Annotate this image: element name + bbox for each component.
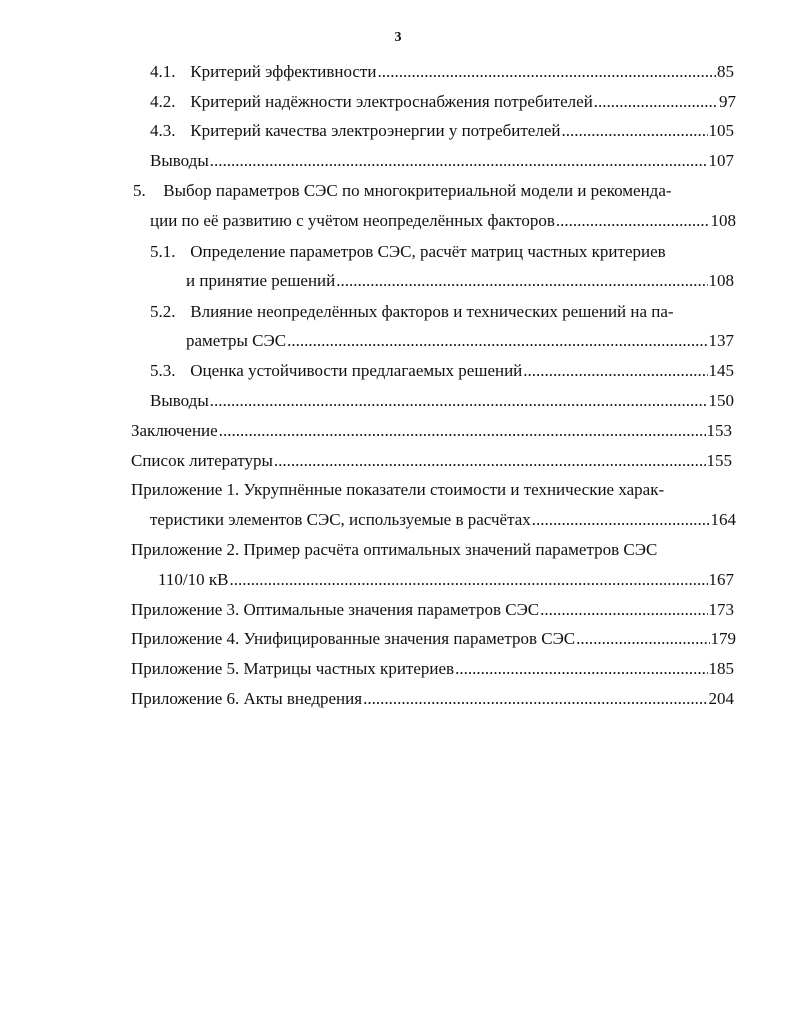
toc-entry-page: 150 xyxy=(708,391,734,410)
toc-entry-number: 5. xyxy=(133,181,146,200)
toc-leader-dots xyxy=(576,625,709,653)
toc-entry-title: Критерий надёжности электроснабжения потребителей xyxy=(190,92,593,111)
toc-entry-title: Влияние неопределённых факторов и технических решений на па- xyxy=(190,302,674,321)
toc-entry-label xyxy=(150,88,593,116)
toc-entry-appendix-1-cont[interactable] xyxy=(150,506,736,534)
toc-entry-5-2-cont[interactable] xyxy=(186,327,734,355)
toc-entry-title-cont: теристики элементов СЭС, используемые в расчётах xyxy=(150,510,531,529)
toc-leader-dots xyxy=(229,566,707,594)
toc-entry-label xyxy=(133,177,672,205)
toc-entry-page: 137 xyxy=(708,331,734,350)
toc-entry-page: 179 xyxy=(710,629,736,648)
toc-entry-label xyxy=(150,117,560,145)
toc-entry-title: Приложение 1. Укрупнённые показатели стоимости и технические харак- xyxy=(131,480,665,499)
toc-entry-5-3[interactable] xyxy=(150,357,734,385)
toc-entry-number: 4.3. xyxy=(150,121,176,140)
toc-entry-title: Выводы xyxy=(150,391,209,410)
toc-entry-page: 85 xyxy=(717,62,734,81)
toc-entry-title: Приложение 3. Оптимальные значения параметров СЭС xyxy=(131,600,540,619)
toc-entry-title-cont: и принятие решений xyxy=(186,271,336,290)
toc-entry-title-cont: 110/10 кВ xyxy=(158,570,229,589)
toc-entry-5-1[interactable] xyxy=(150,238,710,266)
toc-entry-page: 167 xyxy=(708,570,734,589)
toc-leader-dots xyxy=(455,655,707,683)
toc-leader-dots xyxy=(540,596,707,624)
toc-entry-number: 4.2. xyxy=(150,92,176,111)
toc-entry-title: Определение параметров СЭС, расчёт матриц частных критериев xyxy=(190,242,666,261)
toc-entry-title: Приложение 4. Унифицированные значения параметров СЭС xyxy=(131,629,576,648)
toc-entry-page: 155 xyxy=(706,451,732,470)
toc-entry-number: 5.2. xyxy=(150,302,176,321)
toc-entry-chapter-5[interactable] xyxy=(133,177,735,205)
toc-entry-page: 153 xyxy=(706,421,732,440)
toc-entry-appendix-6[interactable] xyxy=(131,685,734,713)
toc-entry-title: Оценка устойчивости предлагаемых решений xyxy=(190,361,523,380)
toc-entry-appendix-1[interactable] xyxy=(131,476,705,504)
toc-entry-page: 164 xyxy=(710,510,736,529)
toc-entry-number: 5.3. xyxy=(150,361,176,380)
toc-leader-dots xyxy=(523,357,707,385)
toc-leader-dots xyxy=(336,267,707,295)
toc-entry-label xyxy=(150,357,522,385)
toc-entry-page: 108 xyxy=(710,211,736,230)
toc-entry-chapter-5-cont[interactable] xyxy=(150,207,736,235)
toc-entry-title: Приложение 5. Матрицы частных критериев xyxy=(131,659,455,678)
toc-entry-title-cont: раметры СЭС xyxy=(186,331,287,350)
toc-leader-dots xyxy=(556,207,710,235)
toc-entry-title: Выводы xyxy=(150,151,209,170)
toc-entry-number: 5.1. xyxy=(150,242,176,261)
toc-leader-dots xyxy=(377,58,716,86)
toc-leader-dots xyxy=(274,447,706,475)
toc-entry-page: 97 xyxy=(719,92,736,111)
toc-entry-conclusions-5[interactable] xyxy=(150,387,734,415)
toc-leader-dots xyxy=(287,327,707,355)
page-number: 3 xyxy=(394,30,402,45)
toc-entry-4-3[interactable] xyxy=(150,117,734,145)
toc-entry-page: 105 xyxy=(708,121,734,140)
toc-entry-title: Критерий качества электроэнергии у потребителей xyxy=(190,121,561,140)
toc-entry-title: Приложение 6. Акты внедрения xyxy=(131,689,363,708)
toc-entry-title: Критерий эффективности xyxy=(190,62,377,81)
toc-entry-5-2[interactable] xyxy=(150,298,736,326)
toc-leader-dots xyxy=(594,88,718,116)
toc-entry-label xyxy=(150,298,674,326)
toc-leader-dots xyxy=(210,387,708,415)
toc-entry-5-1-cont[interactable] xyxy=(186,267,734,295)
toc-entry-page: 145 xyxy=(708,361,734,380)
toc-leader-dots xyxy=(561,117,707,145)
toc-entry-appendix-3[interactable] xyxy=(131,596,734,624)
toc-leader-dots xyxy=(363,685,707,713)
toc-entry-conclusions-4[interactable] xyxy=(150,147,734,175)
toc-entry-page: 107 xyxy=(708,151,734,170)
toc-entry-references[interactable] xyxy=(131,447,732,475)
toc-entry-appendix-2-cont[interactable] xyxy=(158,566,734,594)
toc-leader-dots xyxy=(210,147,708,175)
toc-entry-label xyxy=(150,58,376,86)
toc-leader-dots xyxy=(532,506,710,534)
toc-entry-4-2[interactable] xyxy=(150,88,736,116)
toc-entry-appendix-2[interactable] xyxy=(131,536,697,564)
toc-entry-conclusion[interactable] xyxy=(131,417,732,445)
toc-entry-number: 4.1. xyxy=(150,62,176,81)
toc-entry-title: Выбор параметров СЭС по многокритериальной модели и рекоменда- xyxy=(163,181,672,200)
toc-entry-4-1[interactable] xyxy=(150,58,734,86)
toc-leader-dots xyxy=(219,417,706,445)
toc-entry-page: 204 xyxy=(708,689,734,708)
toc-entry-title-cont: ции по её развитию с учётом неопределённых факторов xyxy=(150,211,555,230)
toc-entry-appendix-4[interactable] xyxy=(131,625,736,653)
toc-entry-page: 173 xyxy=(708,600,734,619)
toc-entry-title: Приложение 2. Пример расчёта оптимальных значений параметров СЭС xyxy=(131,540,658,559)
toc-entry-title: Список литературы xyxy=(131,451,273,470)
toc-entry-title: Заключение xyxy=(131,421,218,440)
toc-entry-page: 185 xyxy=(708,659,734,678)
toc-entry-label xyxy=(150,238,666,266)
toc-entry-page: 108 xyxy=(708,271,734,290)
toc-entry-appendix-5[interactable] xyxy=(131,655,734,683)
